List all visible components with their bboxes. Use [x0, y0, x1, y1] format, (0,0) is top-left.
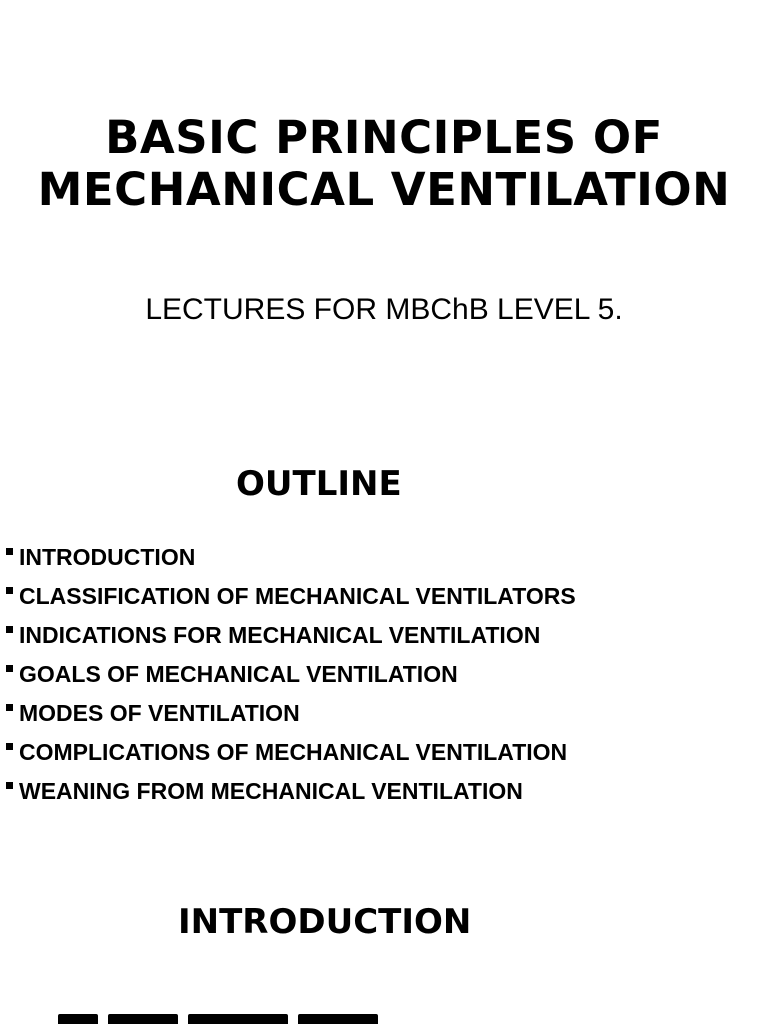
outline-item-label: INDICATIONS FOR MECHANICAL VENTILATION [19, 622, 541, 648]
outline-heading: OUTLINE [236, 464, 402, 504]
bullet-icon [6, 782, 13, 789]
outline-item [6, 657, 576, 696]
outline-item-label: INTRODUCTION [19, 544, 196, 570]
outline-item [6, 540, 576, 579]
outline-item [6, 696, 576, 735]
outline-item-label: COMPLICATIONS OF MECHANICAL VENTILATION [19, 739, 568, 765]
introduction-heading: INTRODUCTION [178, 902, 472, 942]
document-subtitle: LECTURES FOR MBChB LEVEL 5. [145, 293, 623, 326]
bullet-icon [6, 548, 13, 555]
outline-item [6, 735, 576, 774]
outline-list [6, 540, 576, 813]
cropped-text-line [58, 1014, 418, 1024]
outline-item-label: WEANING FROM MECHANICAL VENTILATION [19, 778, 523, 804]
outline-item-label: MODES OF VENTILATION [19, 700, 300, 726]
bullet-icon [6, 587, 13, 594]
title-line-2: MECHANICAL VENTILATION [37, 163, 731, 216]
outline-item [6, 774, 576, 813]
bullet-icon [6, 704, 13, 711]
bullet-icon [6, 626, 13, 633]
outline-item-label: CLASSIFICATION OF MECHANICAL VENTILATORS [19, 583, 576, 609]
bullet-icon [6, 743, 13, 750]
bullet-icon [6, 665, 13, 672]
document-title [0, 112, 768, 216]
outline-item-label: GOALS OF MECHANICAL VENTILATION [19, 661, 458, 687]
outline-item [6, 579, 576, 618]
outline-item [6, 618, 576, 657]
title-line-1: BASIC PRINCIPLES OF [105, 111, 663, 164]
